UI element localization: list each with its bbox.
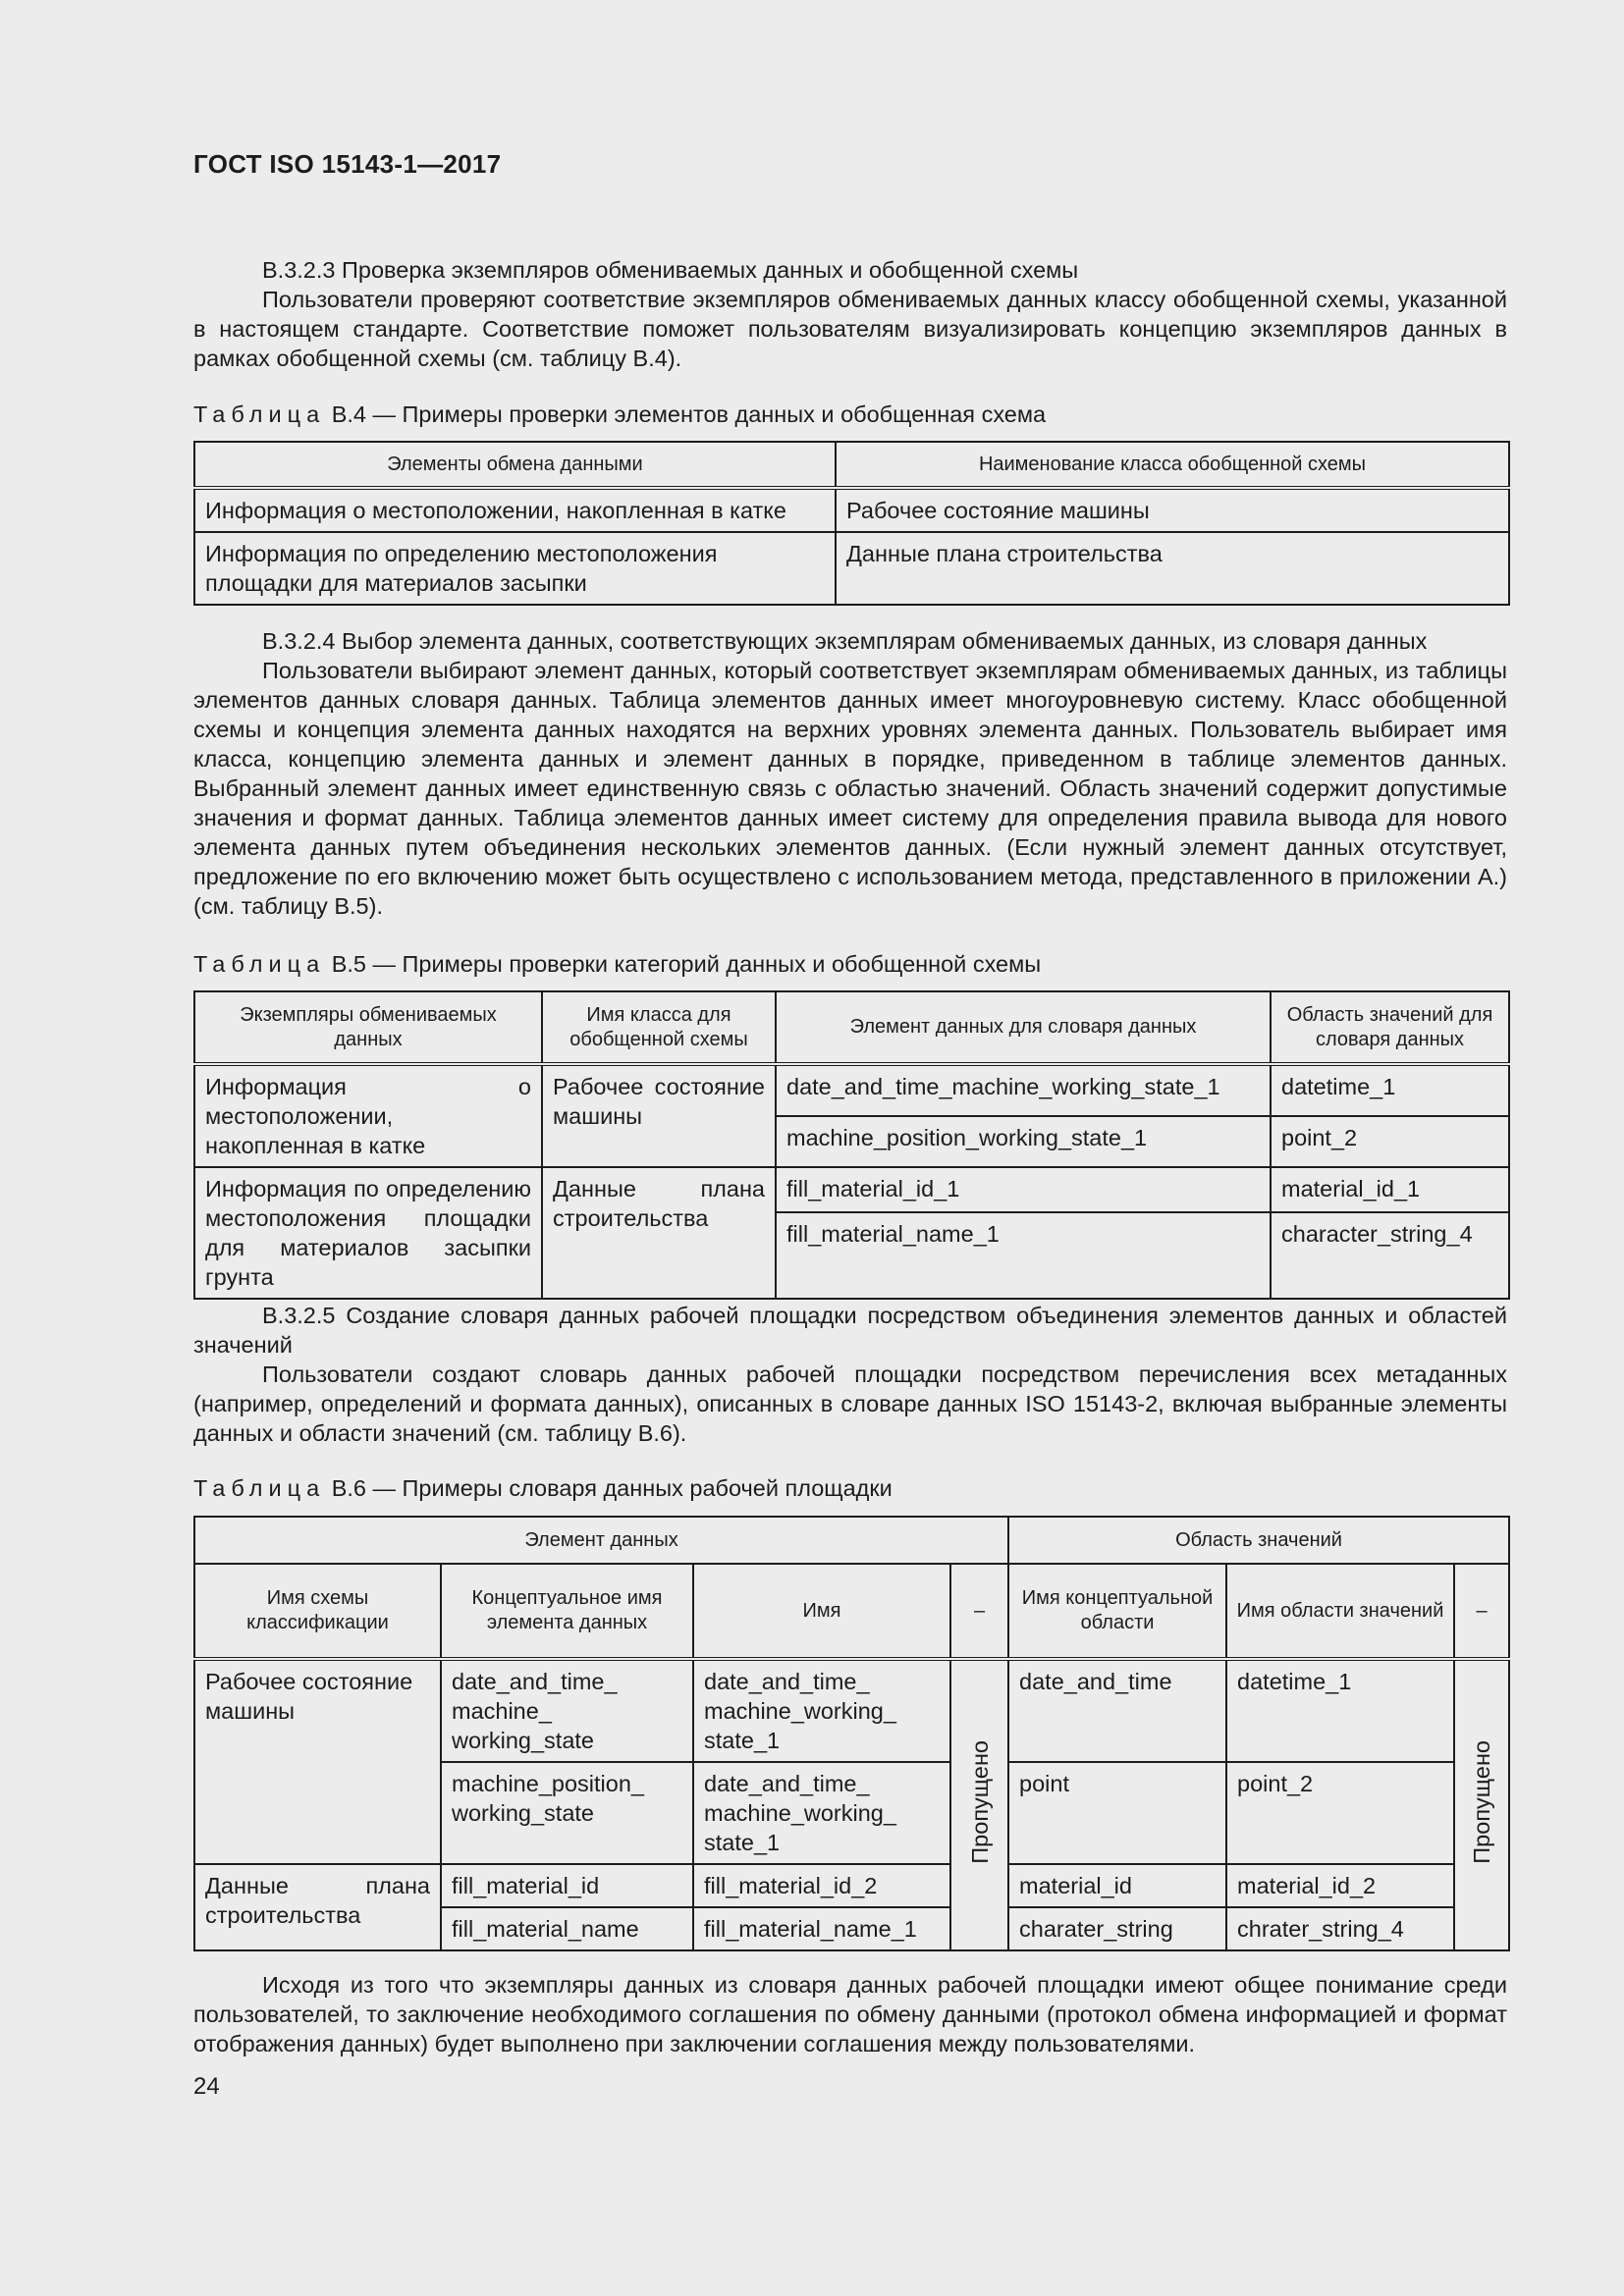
table-cell: fill_material_id_1 [776, 1167, 1271, 1212]
table-cell: fill_material_id [441, 1864, 693, 1907]
omitted-label: Пропущено [966, 1739, 993, 1864]
table-cell: point_2 [1226, 1762, 1454, 1864]
table-cell: machine_position_ working_state [441, 1762, 693, 1864]
table-cell: date_and_time_ machine_working_ state_1 [693, 1659, 950, 1762]
caption-label: Таблица [193, 1475, 326, 1501]
table-b4-caption [193, 400, 1046, 429]
omitted-cell [950, 1659, 1008, 1950]
table-header-cell: Имя [693, 1564, 950, 1659]
table-header-cell: Имя класса для обобщенной схемы [542, 991, 776, 1064]
table-row [194, 488, 1509, 532]
table-header-cell: Имя концептуальной области [1008, 1564, 1226, 1659]
group-header-cell: Область значений [1008, 1517, 1509, 1564]
table-cell: datetime_1 [1226, 1659, 1454, 1762]
table-cell: point [1008, 1762, 1226, 1864]
table-cell: fill_material_name [441, 1907, 693, 1950]
omitted-cell [1454, 1659, 1509, 1950]
table-cell: date_and_time [1008, 1659, 1226, 1762]
section-heading: B.3.2.3 Проверка экземпляров обмениваемых данных и обобщенной схемы [262, 257, 1079, 283]
table-cell: Информация по определению местоположения площадки для материалов засыпки [194, 532, 836, 605]
table-header-cell: Наименование класса обобщенной схемы [836, 442, 1509, 488]
caption-text: B.5 — Примеры проверки категорий данных и обобщенной схемы [331, 951, 1042, 977]
table-header-cell: – [1454, 1564, 1509, 1659]
caption-label: Таблица [193, 401, 326, 427]
table-cell: character_string_4 [1271, 1212, 1509, 1299]
table-cell: Данные плана строительства [542, 1167, 776, 1299]
table-row [194, 532, 1509, 605]
table-b5-caption [193, 949, 1041, 979]
section-heading: B.3.2.5 Создание словаря данных рабочей площадки посредством объединения элементов данных и областей значений [193, 1303, 1507, 1358]
table-cell: date_and_time_ machine_working_ state_1 [693, 1762, 950, 1864]
conclusion [193, 1970, 1507, 2058]
table-header-cell: Область значений для словаря данных [1271, 991, 1509, 1064]
table-cell: Информация по определению местоположения площадки для материалов засыпки грунта [194, 1167, 542, 1299]
caption-label: Таблица [193, 951, 326, 977]
table-b6-caption [193, 1473, 893, 1503]
table-cell: Данные плана строительства [194, 1864, 441, 1950]
omitted-label: Пропущено [1469, 1739, 1495, 1864]
table-row [194, 1167, 1509, 1212]
table-cell: charater_string [1008, 1907, 1226, 1950]
table-row [194, 1064, 1509, 1116]
table-cell: date_and_time_machine_working_state_1 [776, 1064, 1271, 1116]
table-header-cell: Концептуальное имя элемента данных [441, 1564, 693, 1659]
section-b325 [193, 1301, 1507, 1448]
table-cell: fill_material_name_1 [776, 1212, 1271, 1299]
table-cell: material_id [1008, 1864, 1226, 1907]
table-b5 [193, 990, 1510, 1300]
caption-text: B.4 — Примеры проверки элементов данных и обобщенная схема [331, 401, 1047, 427]
table-header-cell: – [950, 1564, 1008, 1659]
table-header-cell: Элементы обмена данными [194, 442, 836, 488]
table-cell: Информация о местоположении, накопленная в катке [194, 488, 836, 532]
table-cell: Рабочее состояние машины [836, 488, 1509, 532]
section-b323 [193, 255, 1507, 373]
table-cell: machine_position_working_state_1 [776, 1116, 1271, 1167]
table-cell: Данные плана строительства [836, 532, 1509, 605]
table-header-cell: Элемент данных для словаря данных [776, 991, 1271, 1064]
table-cell: material_id_1 [1271, 1167, 1509, 1212]
table-cell: fill_material_id_2 [693, 1864, 950, 1907]
table-cell: Рабочее состояние машины [542, 1064, 776, 1167]
table-cell: date_and_time_ machine_ working_state [441, 1659, 693, 1762]
table-b6 [193, 1516, 1510, 1951]
conclusion-text: Исходя из того что экземпляры данных из словаря данных рабочей площадки имеют общее понимание среди пользователей, то заключение необходимого соглашения по обмену данными (протокол обмена информацией и формат отображения данных) будет выполнено при заключении соглашения между пользователями. [193, 1972, 1507, 2056]
section-body: Пользователи проверяют соответствие экземпляров обмениваемых данных классу обобщенной схемы, указанной в настоящем стандарте. Соответствие поможет пользователям визуализировать концепцию экземпляров данных в рамках обобщенной схемы (см. таблицу B.4). [193, 287, 1507, 371]
group-header-cell: Элемент данных [194, 1517, 1008, 1564]
table-cell: Информация о местоположении, накопленная в катке [194, 1064, 542, 1167]
section-b324 [193, 626, 1507, 921]
table-header-cell: Экземпляры обмениваемых данных [194, 991, 542, 1064]
table-header-cell: Имя области значений [1226, 1564, 1454, 1659]
table-b4 [193, 441, 1510, 606]
page-number: 24 [193, 2073, 220, 2100]
table-cell: datetime_1 [1271, 1064, 1509, 1116]
section-heading: B.3.2.4 Выбор элемента данных, соответствующих экземплярам обмениваемых данных, из словаря данных [262, 628, 1428, 654]
document-header: ГОСТ ISO 15143-1—2017 [193, 149, 502, 179]
table-row [194, 1864, 1509, 1907]
table-header-cell: Имя схемы классификации [194, 1564, 441, 1659]
table-cell: point_2 [1271, 1116, 1509, 1167]
section-body: Пользователи создают словарь данных рабочей площадки посредством перечисления всех метаданных (например, определений и формата данных), описанных в словаре данных ISO 15143-2, включая выбранные элементы данных и области значений (см. таблицу B.6). [193, 1362, 1507, 1446]
table-cell: fill_material_name_1 [693, 1907, 950, 1950]
table-cell: material_id_2 [1226, 1864, 1454, 1907]
table-cell: Рабочее состояние машины [194, 1659, 441, 1864]
caption-text: B.6 — Примеры словаря данных рабочей площадки [331, 1475, 893, 1501]
table-cell: chrater_string_4 [1226, 1907, 1454, 1950]
table-row [194, 1659, 1509, 1762]
section-body: Пользователи выбирают элемент данных, который соответствует экземплярам обмениваемых данных, из таблицы элементов данных словаря данных. Таблица элементов данных имеет многоуровневую систему. Класс обобщенной схемы и концепция элемента данных находятся на верхних уровнях элемента данных. Пользователь выбирает имя класса, концепцию элемента данных и элемент данных в порядке, приведенном в таблице элементов данных. Выбранный элемент данных имеет единственную связь с областью значений. Область значений содержит допустимые значения и формат данных. Таблица элементов данных имеет систему для определения правила вывода для нового элемента данных путем объединения нескольких элементов данных. (Если нужный элемент данных отсутствует, предложение по его включению может быть осуществлено с использованием метода, представленного в приложении А.) (см. таблицу B.5). [193, 658, 1507, 919]
